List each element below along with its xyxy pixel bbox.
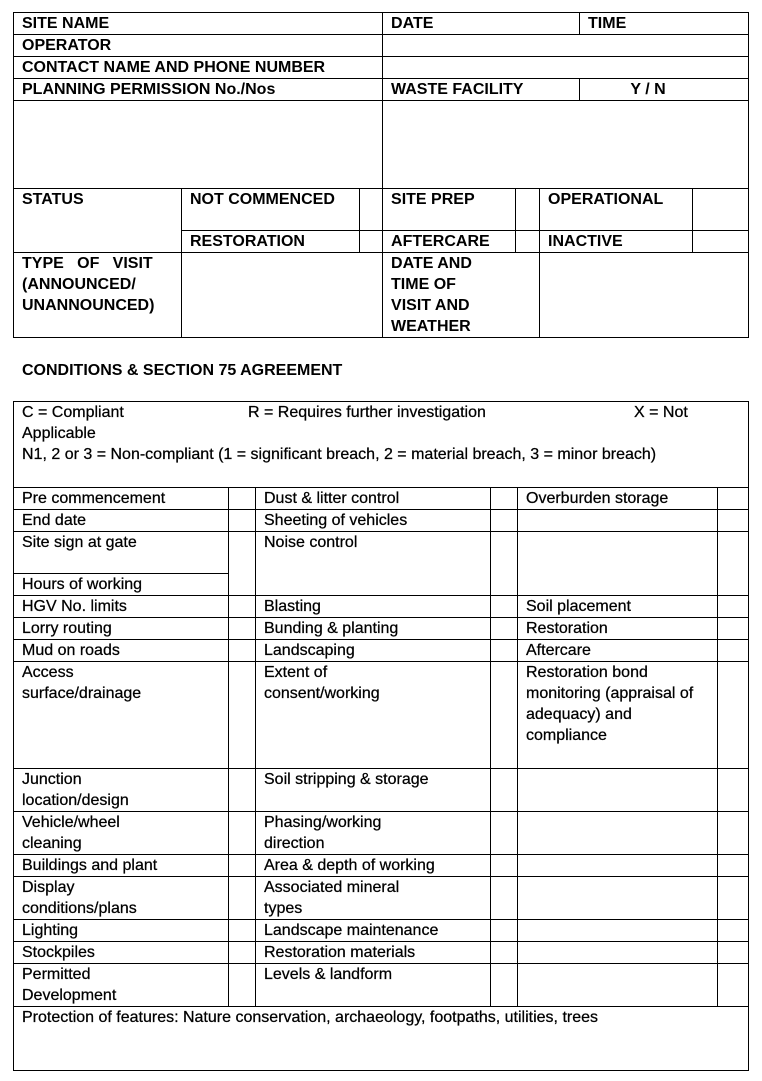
status-label: STATUS: [14, 189, 182, 253]
operator-field[interactable]: [383, 35, 749, 57]
empty-check[interactable]: [718, 510, 749, 532]
check-restoration[interactable]: [718, 618, 749, 640]
check-access[interactable]: [229, 662, 256, 769]
item-hgv: HGV No. limits: [14, 596, 229, 618]
check-aftercare[interactable]: [718, 640, 749, 662]
check-junction[interactable]: [229, 769, 256, 812]
type-of-visit-line-2: (ANNOUNCED/: [22, 276, 136, 293]
check-stockpiles[interactable]: [229, 942, 256, 964]
check-site-sign-hours[interactable]: [229, 532, 256, 596]
item-access: Access surface/drainage: [14, 662, 229, 769]
empty-cell: [518, 920, 718, 942]
waste-facility-details-field[interactable]: [383, 101, 749, 189]
type-of-visit-line-1: TYPE OF VISIT: [22, 255, 153, 272]
type-of-visit-label: [14, 253, 182, 338]
empty-cell: [518, 812, 718, 855]
operational-label: OPERATIONAL: [540, 189, 693, 231]
check-overburden[interactable]: [718, 488, 749, 510]
empty-check[interactable]: [718, 942, 749, 964]
item-vehicle-wheel: Vehicle/wheel cleaning: [14, 812, 229, 855]
item-protection: Protection of features: Nature conservation, archaeology, footpaths, utilities, trees: [14, 1007, 749, 1071]
check-display[interactable]: [229, 877, 256, 920]
type-of-visit-line-3: UNANNOUNCED): [22, 297, 155, 314]
check-lighting[interactable]: [229, 920, 256, 942]
item-extent: Extent of consent/working: [256, 662, 491, 769]
not-commenced-label: NOT COMMENCED: [182, 189, 360, 231]
check-restoration-bond[interactable]: [718, 662, 749, 769]
empty-check[interactable]: [718, 812, 749, 855]
empty-cell: [518, 942, 718, 964]
site-prep-label: SITE PREP: [383, 189, 516, 231]
check-end-date[interactable]: [229, 510, 256, 532]
item-restoration-materials: Restoration materials: [256, 942, 491, 964]
item-restoration-bond: Restoration bond monitoring (appraisal of adequacy) and compliance: [518, 662, 718, 769]
item-blasting: Blasting: [256, 596, 491, 618]
item-pre-commencement: Pre commencement: [14, 488, 229, 510]
check-blasting[interactable]: [491, 596, 518, 618]
legend-compliant: C = Compliant: [22, 404, 124, 421]
item-buildings: Buildings and plant: [14, 855, 229, 877]
item-overburden: Overburden storage: [518, 488, 718, 510]
item-landscape-maint: Landscape maintenance: [256, 920, 491, 942]
date-time-weather-field[interactable]: [540, 253, 749, 338]
item-sheeting: Sheeting of vehicles: [256, 510, 491, 532]
item-soil-placement: Soil placement: [518, 596, 718, 618]
empty-cell: [518, 532, 718, 596]
check-soil-stripping[interactable]: [491, 769, 518, 812]
restoration-status-label: RESTORATION: [182, 231, 360, 253]
check-extent[interactable]: [491, 662, 518, 769]
date-label: DATE: [383, 13, 580, 35]
not-commenced-box[interactable]: [360, 189, 383, 231]
check-levels[interactable]: [491, 964, 518, 1007]
item-lighting: Lighting: [14, 920, 229, 942]
empty-check[interactable]: [718, 532, 749, 596]
item-hours: Hours of working: [14, 574, 229, 596]
waste-facility-yn[interactable]: [580, 79, 749, 101]
conditions-heading: CONDITIONS & SECTION 75 AGREEMENT: [22, 362, 343, 379]
item-noise: Noise control: [256, 532, 491, 596]
empty-cell: [518, 877, 718, 920]
item-permitted: Permitted Development: [14, 964, 229, 1007]
empty-check[interactable]: [718, 920, 749, 942]
time-label: TIME: [580, 13, 749, 35]
empty-cell: [518, 964, 718, 1007]
date-time-line-4: WEATHER: [391, 318, 471, 335]
check-mud[interactable]: [229, 640, 256, 662]
item-landscaping: Landscaping: [256, 640, 491, 662]
legend-requires: R = Requires further investigation: [248, 404, 486, 421]
check-lorry[interactable]: [229, 618, 256, 640]
planning-permission-label: PLANNING PERMISSION No./Nos: [14, 79, 383, 101]
item-end-date: End date: [14, 510, 229, 532]
empty-check[interactable]: [718, 964, 749, 1007]
restoration-status-box[interactable]: [360, 231, 383, 253]
item-site-sign: Site sign at gate: [14, 532, 229, 574]
item-associated: Associated mineral types: [256, 877, 491, 920]
legend-not-applicable-cont: Applicable: [22, 425, 96, 442]
check-permitted[interactable]: [229, 964, 256, 1007]
legend-not-applicable: X = Not: [634, 404, 688, 421]
check-associated[interactable]: [491, 877, 518, 920]
waste-facility-label: WASTE FACILITY: [383, 79, 580, 101]
item-mud: Mud on roads: [14, 640, 229, 662]
operational-box[interactable]: [693, 189, 749, 231]
legend-cell: [14, 402, 749, 488]
check-phasing[interactable]: [491, 812, 518, 855]
date-time-line-3: VISIT AND: [391, 297, 470, 314]
item-lorry: Lorry routing: [14, 618, 229, 640]
item-junction: Junction location/design: [14, 769, 229, 812]
empty-check[interactable]: [718, 769, 749, 812]
item-phasing: Phasing/working direction: [256, 812, 491, 855]
item-restoration: Restoration: [518, 618, 718, 640]
type-of-visit-field[interactable]: [182, 253, 383, 338]
check-soil-placement[interactable]: [718, 596, 749, 618]
empty-check[interactable]: [718, 855, 749, 877]
conditions-checklist: [13, 401, 749, 1071]
check-restoration-materials[interactable]: [491, 942, 518, 964]
empty-cell: [518, 510, 718, 532]
date-time-weather-label: [383, 253, 540, 338]
item-stockpiles: Stockpiles: [14, 942, 229, 964]
yn-options: Y / N: [630, 81, 666, 98]
check-hgv[interactable]: [229, 596, 256, 618]
contact-field[interactable]: [383, 57, 749, 79]
aftercare-status-box[interactable]: [516, 231, 540, 253]
empty-check[interactable]: [718, 877, 749, 920]
check-vehicle-wheel[interactable]: [229, 812, 256, 855]
date-time-line-1: DATE AND: [391, 255, 472, 272]
site-details-form: [13, 12, 749, 338]
site-name-label: SITE NAME: [14, 13, 383, 35]
check-bunding[interactable]: [491, 618, 518, 640]
check-sheeting[interactable]: [491, 510, 518, 532]
inactive-label: INACTIVE: [540, 231, 693, 253]
item-soil-stripping: Soil stripping & storage: [256, 769, 491, 812]
empty-cell: [518, 769, 718, 812]
aftercare-status-label: AFTERCARE: [383, 231, 516, 253]
check-buildings[interactable]: [229, 855, 256, 877]
check-pre-commencement[interactable]: [229, 488, 256, 510]
contact-label: CONTACT NAME AND PHONE NUMBER: [14, 57, 383, 79]
item-bunding: Bunding & planting: [256, 618, 491, 640]
site-prep-box[interactable]: [516, 189, 540, 231]
legend-line: [22, 402, 748, 423]
check-landscaping[interactable]: [491, 640, 518, 662]
check-noise[interactable]: [491, 532, 518, 596]
legend-non-compliant: N1, 2 or 3 = Non-compliant (1 = significant breach, 2 = material breach, 3 = minor breach): [22, 446, 657, 463]
item-area-depth: Area & depth of working: [256, 855, 491, 877]
item-display: Display conditions/plans: [14, 877, 229, 920]
check-area-depth[interactable]: [491, 855, 518, 877]
date-time-line-2: TIME OF: [391, 276, 456, 293]
check-landscape-maint[interactable]: [491, 920, 518, 942]
item-aftercare: Aftercare: [518, 640, 718, 662]
operator-label: OPERATOR: [14, 35, 383, 57]
item-dust-litter: Dust & litter control: [256, 488, 491, 510]
empty-cell: [518, 855, 718, 877]
inactive-box[interactable]: [693, 231, 749, 253]
planning-permission-field[interactable]: [14, 101, 383, 189]
item-levels: Levels & landform: [256, 964, 491, 1007]
check-dust-litter[interactable]: [491, 488, 518, 510]
